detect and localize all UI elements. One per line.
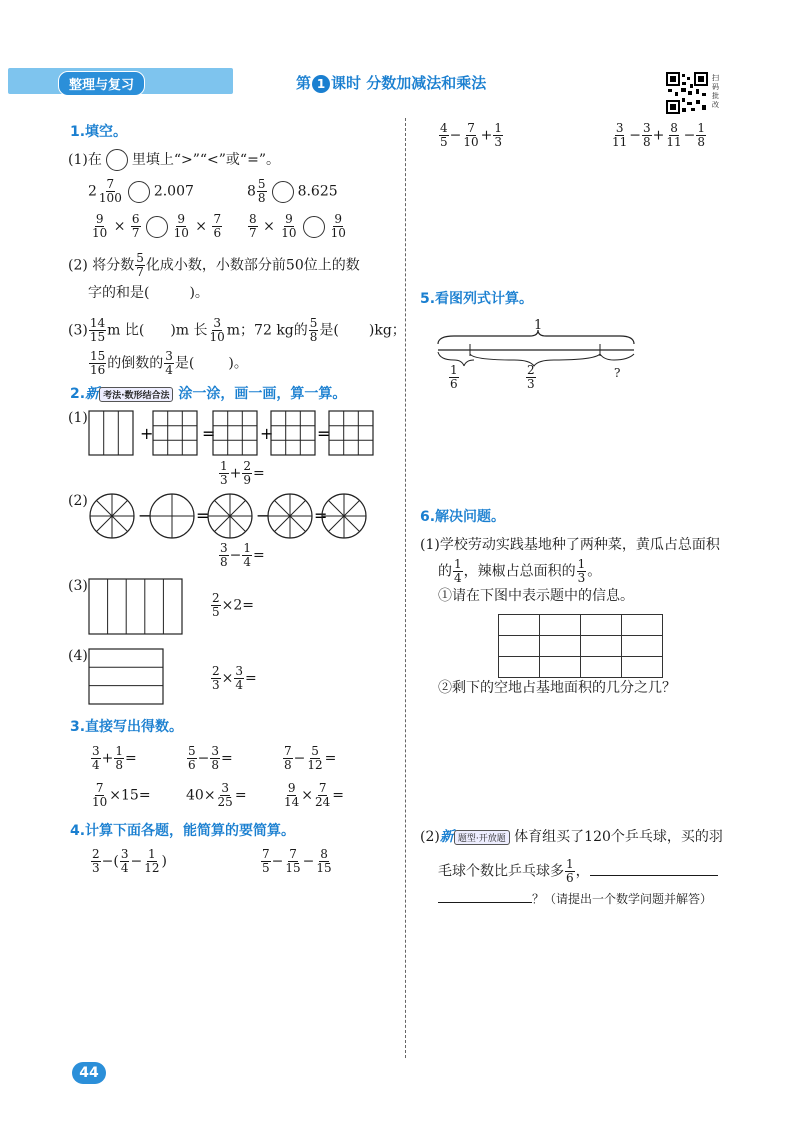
answer-circle[interactable] <box>128 181 150 203</box>
q2-title: 2.新 考法·数形结合法 涂一涂，画一画，算一算。 <box>70 386 347 402</box>
q1-part3-line1: (3) $\frac{14}{15}$ m 比( )m 长 $\frac{3}{10}$ m；72 kg的 $\frac{5}{8}$ 是( )kg； <box>68 316 406 344</box>
open-question-badge: 题型·开放题 <box>454 830 510 845</box>
q6-part2-line2: 毛球个数比乒乓球多 $\frac{1}{6}$ ， <box>438 858 718 885</box>
qr-code-icon[interactable] <box>666 72 708 114</box>
q1-compare-c: $\frac{9}{10}$ × $\frac{6}{7}$ $\frac{9}{10}$ × $\frac{7}{6}$ <box>92 212 222 240</box>
answer-blank[interactable] <box>590 875 718 876</box>
q6-subquestion-2: ②剩下的空地占基地面积的几分之几？ <box>438 680 676 696</box>
svg-text:=: = <box>202 424 216 443</box>
q3-item: 40× $\frac{3}{25}$ = <box>186 781 247 809</box>
q1-part1-instructions: (1)在 里填上“>”“<”或“=”。 <box>68 149 280 171</box>
q3-item: $\frac{9}{14}$ × $\frac{7}{24}$ = <box>284 781 345 809</box>
page-number: 44 <box>72 1062 106 1084</box>
q1-compare-d: $\frac{8}{7}$ × $\frac{9}{10}$ $\frac{9}{10}$ <box>249 212 346 240</box>
q2-row2-expression: $\frac{3}{8}$ − $\frac{1}{4}$ = <box>220 541 265 569</box>
q2-row1-diagram[interactable] <box>88 410 378 458</box>
q1-part3-line2: $\frac{15}{16}$ 的倒数的 $\frac{3}{4}$ 是( )。 <box>90 349 248 377</box>
q2-row3-label: (3) <box>68 578 88 594</box>
q5-brace-diagram <box>434 330 644 370</box>
q5-label-unknown: ? <box>614 366 621 380</box>
q2-row2-diagram[interactable] <box>88 492 368 542</box>
q6-part2-line1: (2)新 题型·开放题 体育组买了120个乒乓球，买的羽 <box>420 829 723 845</box>
answer-circle[interactable] <box>146 216 168 238</box>
q4-expression-1: $\frac{2}{3}$ −( $\frac{3}{4}$ − $\frac{1}{12}$ ) <box>92 847 167 875</box>
q4-expression-4: $\frac{3}{11}$ − $\frac{3}{8}$ + $\frac{8}{11}$ − $\frac{1}{8}$ <box>612 121 706 149</box>
qr-caption: 扫码批改 <box>712 74 719 109</box>
q3-title: 3.直接写出得数。 <box>70 719 184 735</box>
svg-text:=: = <box>317 424 331 443</box>
answer-circle[interactable] <box>303 216 325 238</box>
answer-blank[interactable] <box>438 902 532 903</box>
svg-text:−: − <box>256 506 270 525</box>
q2-row3-diagram[interactable] <box>88 578 184 636</box>
q2-row4-expression: $\frac{2}{3}$ × $\frac{3}{4}$ = <box>212 664 257 692</box>
svg-text:=: = <box>314 506 328 525</box>
q2-row3-expression: $\frac{2}{5}$ ×2= <box>212 591 255 619</box>
q5-label-1: $\frac{1}{6}$ <box>450 363 458 391</box>
q5-total-label: 1 <box>534 318 543 333</box>
q2-row1-label: (1) <box>68 410 88 426</box>
section-label: 整理与复习 <box>58 71 145 96</box>
q5-label-2: $\frac{2}{3}$ <box>527 363 535 391</box>
q6-area-grid[interactable] <box>498 614 663 678</box>
q5-title: 5.看图列式计算。 <box>420 291 534 307</box>
q3-item: $\frac{3}{4}$ + $\frac{1}{8}$ = <box>92 744 137 772</box>
q1-title: 1.填空。 <box>70 124 128 140</box>
column-divider <box>405 118 406 1058</box>
q2-row1-expression: $\frac{1}{3}$ + $\frac{2}{9}$ = <box>220 459 265 487</box>
q3-item: $\frac{7}{10}$ ×15= <box>92 781 151 809</box>
q1-compare-b: 8 $\frac{5}{8}$ 8.625 <box>247 177 338 205</box>
q4-expression-3: $\frac{4}{5}$ − $\frac{7}{10}$ + $\frac{1}{3}$ <box>440 121 503 149</box>
q6-title: 6.解决问题。 <box>420 509 506 525</box>
q1-part2-line1: (2) 将分数 $\frac{5}{7}$ 化成小数，小数部分前50位上的数 <box>68 251 360 279</box>
q6-subquestion-1: ①请在下图中表示题中的信息。 <box>438 588 634 604</box>
svg-text:−: − <box>138 506 152 525</box>
compare-circle-example <box>106 149 128 171</box>
q4-expression-2: $\frac{7}{5}$ − $\frac{7}{15}$ − $\frac{8}{15}$ <box>262 847 332 875</box>
q6-part1-line2: 的 $\frac{1}{4}$ ，辣椒占总面积的 $\frac{1}{3}$ 。 <box>438 557 602 585</box>
method-badge: 考法·数形结合法 <box>99 387 173 402</box>
answer-circle[interactable] <box>272 181 294 203</box>
q4-title: 4.计算下面各题，能简算的要简算。 <box>70 823 296 839</box>
q2-row4-label: (4) <box>68 648 88 664</box>
q1-compare-a: 2 $\frac{7}{100}$ 2.007 <box>88 177 194 205</box>
lesson-title: 第 1 课时 分数加减法和乘法 <box>296 74 487 92</box>
q2-row4-diagram[interactable] <box>88 648 166 706</box>
svg-text:+: + <box>260 424 274 443</box>
q6-part1-line1: (1)学校劳动实践基地种了两种菜，黄瓜占总面积 <box>420 537 720 553</box>
q1-part2-line2: 字的和是( )。 <box>88 285 209 301</box>
q2-row2-label: (2) <box>68 493 88 509</box>
svg-text:+: + <box>140 424 154 443</box>
q3-item: $\frac{5}{6}$ − $\frac{3}{8}$ = <box>188 744 233 772</box>
q6-part2-line3: ？（请提出一个数学问题并解答） <box>438 890 730 907</box>
q3-item: $\frac{7}{8}$ − $\frac{5}{12}$ = <box>284 744 337 772</box>
svg-text:=: = <box>196 506 210 525</box>
